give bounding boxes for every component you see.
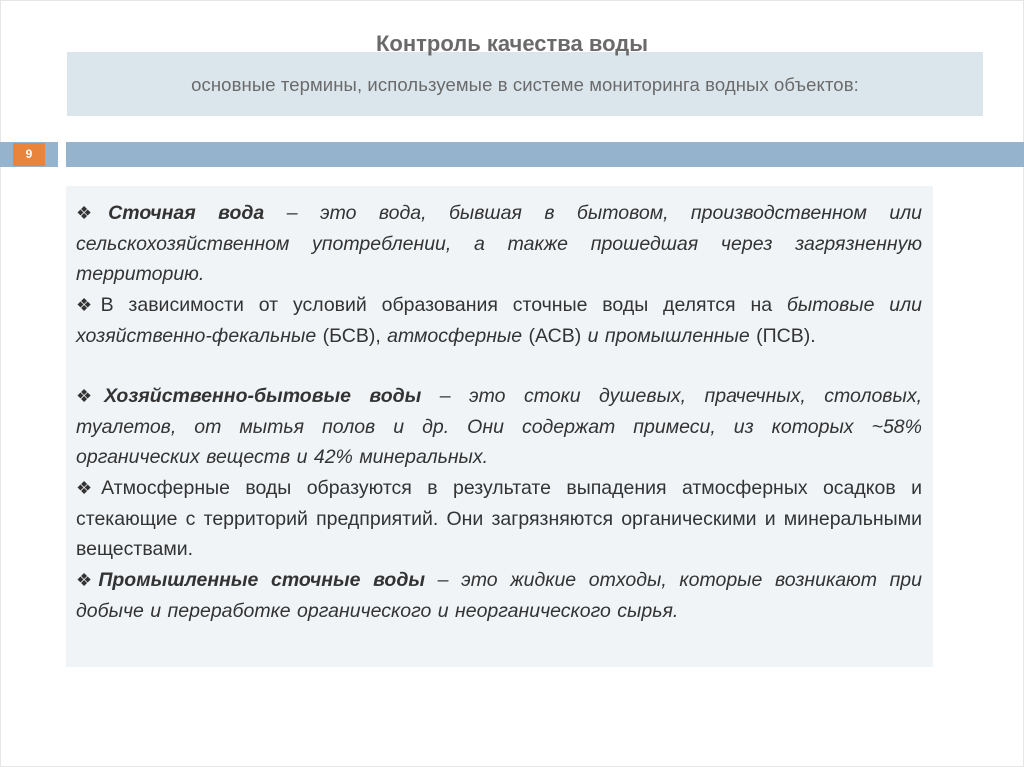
- classification-text-1: В зависимости от условий образования сточные воды делятся на: [100, 294, 787, 316]
- term-industrial-water: Промышленные сточные воды: [98, 569, 426, 591]
- slide-subtitle: основные термины, используемые в системе мониторинга водных объектов:: [191, 74, 859, 95]
- definition-industrial-water: – это жидкие отходы, которые возникают при добыче и переработке органического и неорганического сырья.: [76, 569, 922, 622]
- classification-domestic: бытовые или хозяйственно-фекальные: [76, 294, 922, 347]
- term-wastewater: Сточная вода: [108, 202, 265, 224]
- diamond-bullet-icon: ❖: [76, 295, 101, 315]
- definition-household-water: – это стоки душевых, прачечных, столовых, туалетов, от мытья полов и др. Они содержат примеси, из которых ~58% органических веществ и 42% минеральных.: [76, 385, 923, 468]
- diamond-bullet-icon: ❖: [76, 570, 99, 590]
- diamond-bullet-icon: ❖: [76, 478, 102, 498]
- slide-title: Контроль качества воды: [375, 31, 648, 56]
- classification-atmospheric: атмосферные: [387, 324, 523, 347]
- definition-wastewater: – это вода, бывшая в бытовом, производственном или сельскохозяйственном употреблении, а также прошедшая через загрязненную территорию.: [76, 202, 923, 285]
- page-number: 9: [13, 143, 45, 166]
- term-household-water: Хозяйственно-бытовые воды: [104, 385, 422, 407]
- classification-industrial: и промышленные: [587, 324, 750, 347]
- text-atmospheric-water: Атмосферные воды образуются в результате выпадения атмосферных осадков и стекающие с территорий предприятий. Они загрязняются органическими и минеральными веществами.: [76, 477, 922, 560]
- classification-text-3: (АСВ): [522, 324, 588, 347]
- classification-text-2: (БСВ),: [316, 324, 388, 347]
- paragraph-atmospheric-water: [76, 473, 922, 565]
- paragraph-industrial-water: [76, 565, 922, 626]
- paragraph-household-water: [76, 381, 922, 473]
- divider-bar-right: [66, 142, 1024, 167]
- diamond-bullet-icon: ❖: [76, 386, 105, 406]
- classification-text-4: (ПСВ).: [749, 324, 816, 347]
- paragraph-classification: [76, 290, 922, 351]
- content-box: [66, 186, 933, 667]
- diamond-bullet-icon: ❖: [76, 203, 109, 223]
- paragraph-wastewater: [76, 198, 922, 290]
